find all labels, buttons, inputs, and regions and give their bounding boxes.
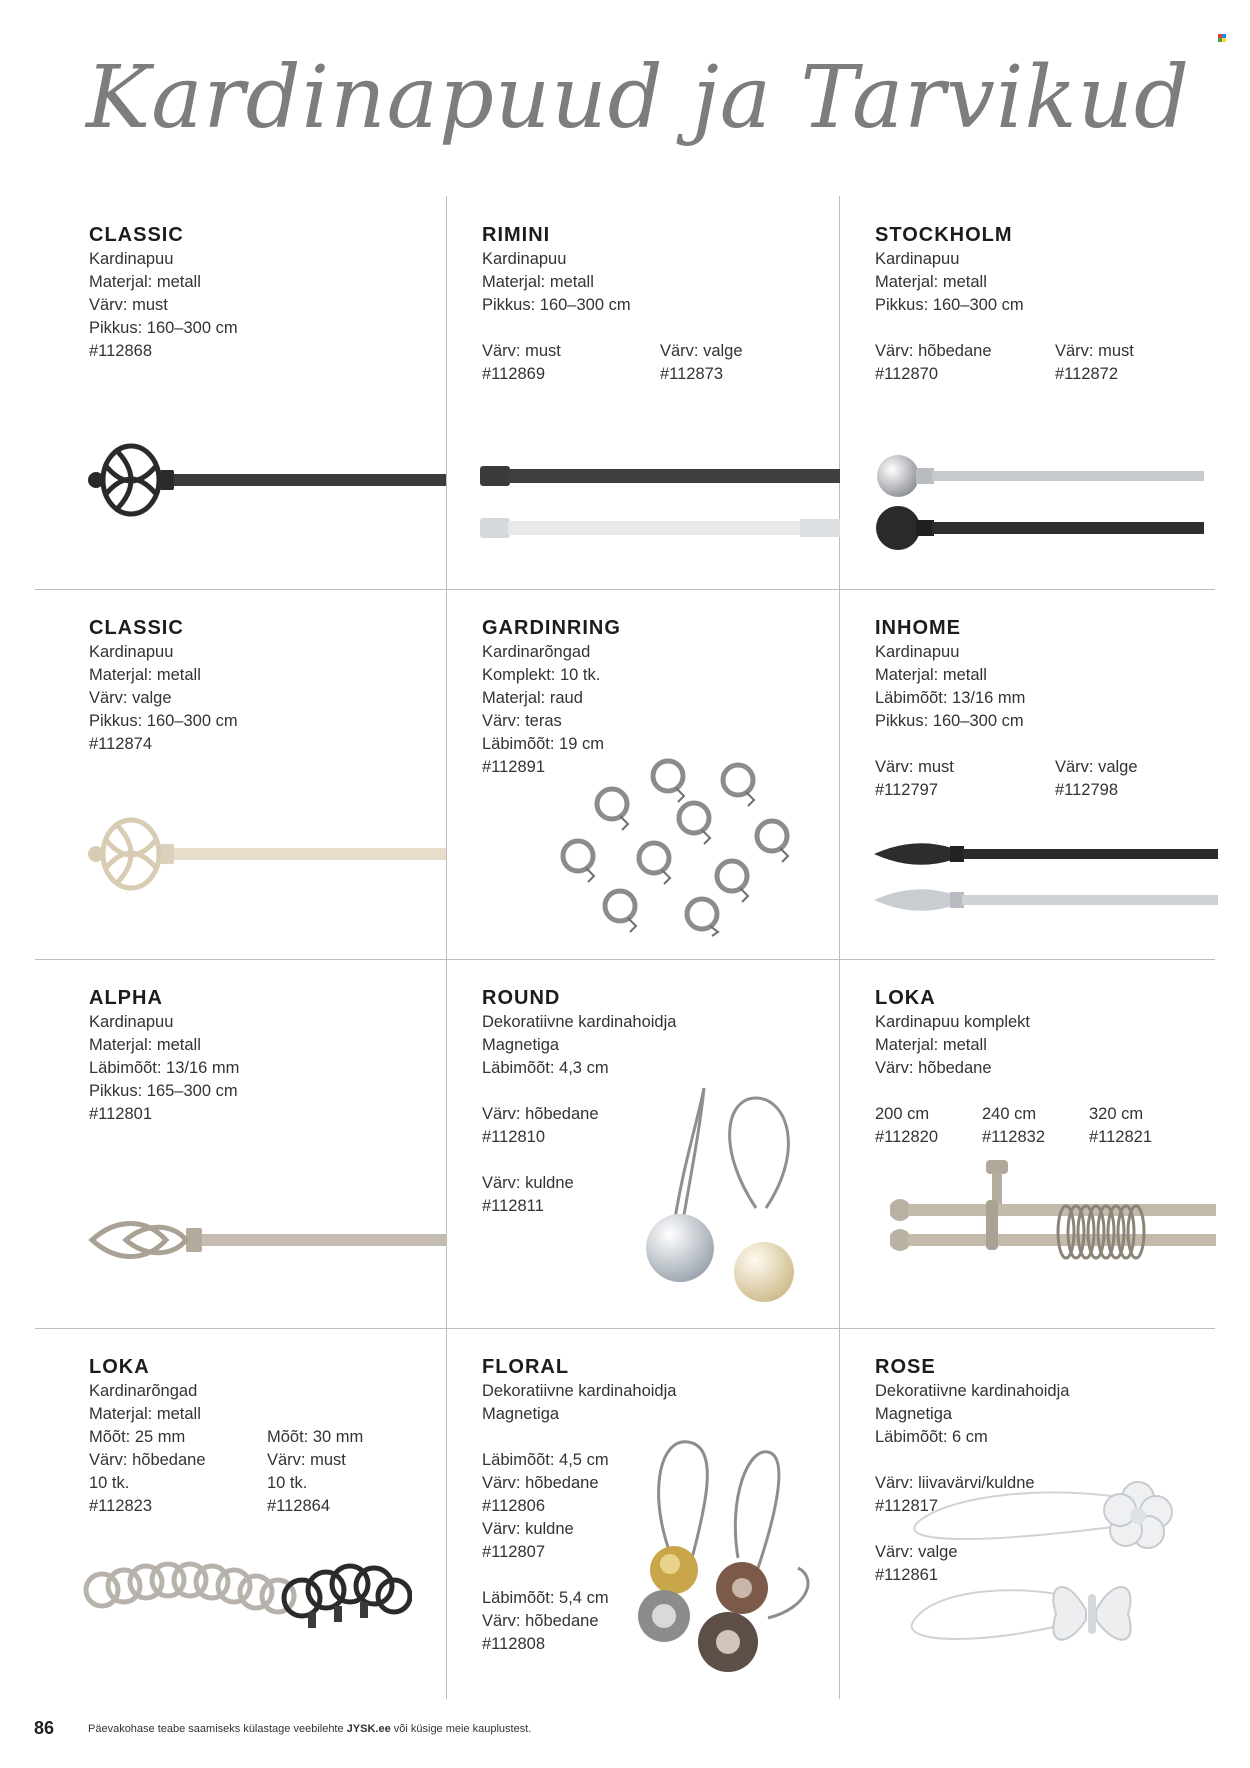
variant-sku: #112806 [482,1497,546,1515]
product-type: Dekoratiivne kardinahoidja [482,1382,677,1400]
variant-sku: #112821 [1089,1128,1153,1146]
divider [35,589,1215,590]
product-name: CLASSIC [89,224,184,246]
product-diameter: Läbimõõt: 6 cm [875,1428,988,1446]
tieback-floral-image [618,1438,818,1678]
product-material: Materjal: metall [875,666,987,684]
product-rimini [482,222,743,386]
curtain-rod-inhome-image [874,838,1218,912]
product-length: Pikkus: 160–300 cm [875,712,1024,730]
divider [35,959,1215,960]
product-type: Kardinapuu [875,250,960,268]
variant-color: Värv: hõbedane [89,1451,206,1469]
product-length: Pikkus: 160–300 cm [89,319,238,337]
product-diameter: Läbimõõt: 13/16 mm [875,689,1026,707]
page-number: 86 [34,1718,55,1738]
variant-color: Värv: kuldne [482,1174,574,1192]
variant-sku: #112870 [875,365,939,383]
product-material: Materjal: metall [482,273,594,291]
tieback-rose-image [906,1474,1206,1666]
curtain-rod-stockholm-image [874,452,1204,554]
product-name: INHOME [875,617,961,639]
product-material: Materjal: metall [89,273,201,291]
product-color: Värv: hõbedane [875,1059,992,1077]
product-name: FLORAL [482,1356,570,1378]
product-type: Kardinapuu [89,250,174,268]
curtain-rod-classic-white-image [86,810,446,900]
page-title: Kardinapuud ja Tarvikud [86,48,1191,148]
variant-sku: #112872 [1055,365,1119,383]
product-loka-set [875,985,1152,1149]
product-length: Pikkus: 165–300 cm [89,1082,238,1100]
variant-size: Mõõt: 30 mm [267,1428,364,1446]
product-material: Materjal: raud [482,689,583,707]
variant-sku: #112861 [875,1566,939,1584]
variant-color: Värv: valge [1055,758,1138,776]
product-material: Materjal: metall [89,1405,201,1423]
variant-count: 10 tk. [267,1474,308,1492]
product-type: Kardinapuu [482,250,567,268]
product-length: Pikkus: 160–300 cm [875,296,1024,314]
footer-website-link[interactable]: JYSK.ee [346,1723,391,1735]
product-type: Dekoratiivne kardinahoidja [482,1013,677,1031]
variant-sku: #112864 [267,1497,331,1515]
product-inhome [875,615,1138,802]
variant-color: Värv: must [875,758,954,776]
variant-color: Värv: kuldne [482,1520,574,1538]
product-sku: #112801 [89,1105,153,1123]
variant-sku: #112869 [482,365,546,383]
curtain-rings-image [550,758,810,938]
product-sku: #112891 [482,758,546,776]
variant-sku: #112832 [982,1128,1046,1146]
product-type: Kardinapuu [875,643,960,661]
footer-text-pre: Päevakohase teabe saamiseks külastage veebilehte [88,1723,347,1735]
footer-text-post: või küsige meie kauplustest. [390,1723,532,1735]
product-name: GARDINRING [482,617,621,639]
product-name: LOKA [875,987,936,1009]
divider [839,196,840,1699]
divider [35,1328,1215,1329]
variant-sku: #112817 [875,1497,939,1515]
variant-sku: #112823 [89,1497,153,1515]
product-alpha [89,985,239,1126]
product-set: Komplekt: 10 tk. [482,666,601,684]
variant-color: Värv: hõbedane [482,1474,599,1492]
variant-color: Värv: valge [660,342,743,360]
product-diameter: Läbimõõt: 13/16 mm [89,1059,240,1077]
product-type: Kardinarõngad [89,1382,198,1400]
variant-sku: #112820 [875,1128,939,1146]
product-name: RIMINI [482,224,551,246]
footer-note [88,1723,531,1735]
variant-size: Mõõt: 25 mm [89,1428,186,1446]
tieback-round-image [636,1088,816,1308]
variant-sku: #112797 [875,781,939,799]
product-diameter: Läbimõõt: 4,3 cm [482,1059,609,1077]
product-loka-rings [89,1354,363,1518]
product-name: LOKA [89,1356,150,1378]
product-feature: Magnetiga [875,1405,953,1423]
curtain-rod-classic-black-image [86,436,446,526]
product-material: Materjal: metall [875,273,987,291]
curtain-rod-loka-set-image [890,1160,1216,1284]
product-stockholm [875,222,1134,386]
variant-color: Värv: hõbedane [482,1105,599,1123]
product-gardinring [482,615,621,779]
product-name: ALPHA [89,987,163,1009]
product-sku: #112868 [89,342,153,360]
product-material: Materjal: metall [875,1036,987,1054]
product-length: Pikkus: 160–300 cm [89,712,238,730]
product-length: Pikkus: 160–300 cm [482,296,631,314]
variant-sku: #112808 [482,1635,546,1653]
product-type: Dekoratiivne kardinahoidja [875,1382,1070,1400]
variant-sku: #112807 [482,1543,546,1561]
variant-length: 200 cm [875,1105,930,1123]
variant-color: Värv: hõbedane [482,1612,599,1630]
product-color: Värv: must [89,296,168,314]
product-type: Kardinapuu [89,1013,174,1031]
product-material: Materjal: metall [89,666,201,684]
product-name: CLASSIC [89,617,184,639]
product-type: Kardinapuu [89,643,174,661]
brand-mark [1218,34,1226,42]
product-type: Kardinapuu komplekt [875,1013,1031,1031]
product-diameter: Läbimõõt: 19 cm [482,735,604,753]
curtain-rings-loka-image [82,1540,412,1640]
variant-sku: #112810 [482,1128,546,1146]
product-name: STOCKHOLM [875,224,1013,246]
product-color: Värv: teras [482,712,562,730]
variant-color: Värv: must [267,1451,346,1469]
product-material: Materjal: metall [89,1036,201,1054]
variant-color: Värv: hõbedane [875,342,992,360]
variant-length: 240 cm [982,1105,1037,1123]
variant-diameter: Läbimõõt: 4,5 cm [482,1451,609,1469]
product-classic-white [89,615,238,756]
variant-color: Värv: must [482,342,561,360]
variant-color: Värv: liivavärvi/kuldne [875,1474,1035,1492]
variant-color: Värv: must [1055,342,1134,360]
curtain-rod-alpha-image [86,1212,446,1268]
curtain-rod-rimini-image [480,462,840,544]
variant-color: Värv: valge [875,1543,958,1561]
product-feature: Magnetiga [482,1036,560,1054]
product-classic-black [89,222,238,363]
product-feature: Magnetiga [482,1405,560,1423]
variant-length: 320 cm [1089,1105,1144,1123]
variant-sku: #112811 [482,1197,544,1215]
variant-sku: #112873 [660,365,724,383]
variant-diameter: Läbimõõt: 5,4 cm [482,1589,609,1607]
product-name: ROUND [482,987,561,1009]
product-sku: #112874 [89,735,153,753]
product-color: Värv: valge [89,689,172,707]
variant-count: 10 tk. [89,1474,130,1492]
divider [446,196,447,1699]
product-name: ROSE [875,1356,936,1378]
variant-sku: #112798 [1055,781,1119,799]
product-type: Kardinarõngad [482,643,591,661]
